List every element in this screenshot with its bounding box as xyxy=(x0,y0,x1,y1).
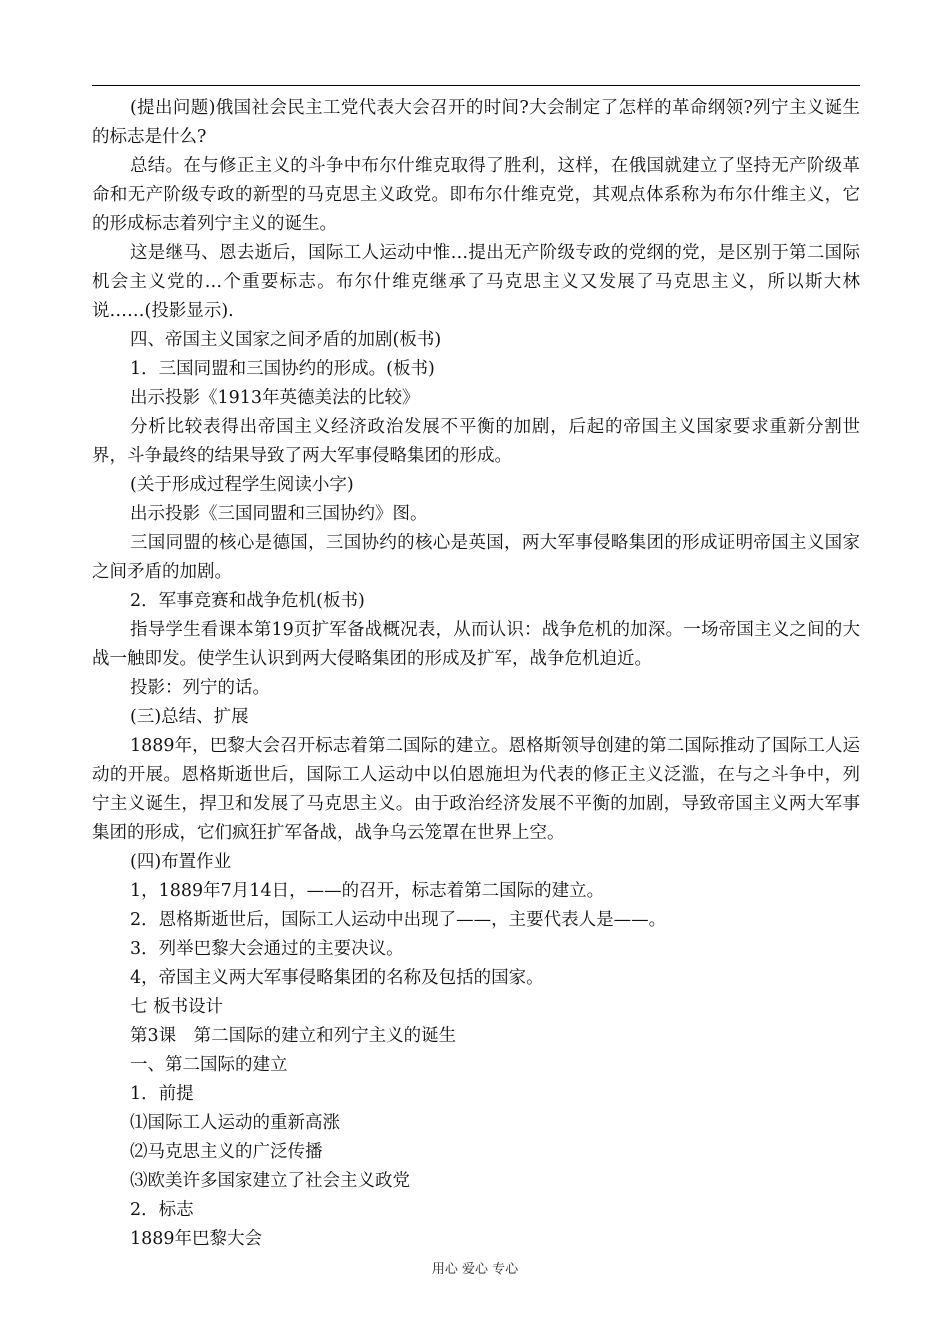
homework-item: 1，1889年7月14日，——的召开，标志着第二国际的建立。 xyxy=(130,881,605,901)
homework-item: 4，帝国主义两大军事侵略集团的名称及包括的国家。 xyxy=(130,968,544,988)
section-heading: (三)总结、扩展 xyxy=(130,707,249,727)
section-heading: 七 板书设计 xyxy=(130,997,224,1017)
paragraph: 这是继马、恩去逝后，国际工人运动中惟…提出无产阶级专政的党纲的党，是区别于第二国际机会主义党的…个重要标志。布尔什维克继承了马克思主义又发展了马克思主义，所以斯大林说……(投影显示). xyxy=(92,243,860,321)
outline-item: ⑶欧美许多国家建立了社会主义政党 xyxy=(130,1171,410,1191)
outline-item: 1889年巴黎大会 xyxy=(130,1229,263,1249)
paragraph: (关于形成过程学生阅读小字) xyxy=(130,475,354,495)
section-heading: (四)布置作业 xyxy=(130,852,232,872)
paragraph: 分析比较表得出帝国主义经济政治发展不平衡的加剧，后起的帝国主义国家要求重新分割世界，斗争最终的结果导致了两大军事侵略集团的形成。 xyxy=(92,417,860,466)
homework-item: 3．列举巴黎大会通过的主要决议。 xyxy=(130,939,404,959)
paragraph: 出示投影《三国同盟和三国协约》图。 xyxy=(130,504,428,524)
document-body xyxy=(92,94,860,1254)
paragraph: 总结。在与修正主义的斗争中布尔什维克取得了胜利，这样，在俄国就建立了坚持无产阶级革命和无产阶级专政的新型的马克思主义政党。即布尔什维克党，其观点体系称为布尔什维主义，它的形成标志着列宁主义的诞生。 xyxy=(92,156,860,234)
page-footer: 用心 爱心 专心 xyxy=(431,1262,519,1277)
paragraph: 指导学生看课本第19页扩军备战概况表，从而认识：战争危机的加深。一场帝国主义之间的大战一触即发。使学生认识到两大侵略集团的形成及扩军，战争危机迫近。 xyxy=(92,620,860,669)
paragraph: 1889年，巴黎大会召开标志着第二国际的建立。恩格斯领导创建的第二国际推动了国际工人运动的开展。恩格斯逝世后，国际工人运动中以伯恩施坦为代表的修正主义泛滥，在与之斗争中，列宁主义诞生，捍卫和发展了马克思主义。由于政治经济发展不平衡的加剧，导致帝国主义两大军事集团的形成，它们疯狂扩军备战，战争乌云笼罩在世界上空。 xyxy=(92,736,860,843)
paragraph: 出示投影《1913年英德美法的比较》 xyxy=(130,388,420,408)
outline-item: 1．前提 xyxy=(130,1084,194,1104)
paragraph: 投影：列宁的话。 xyxy=(130,678,270,698)
outline-item: ⑴国际工人运动的重新高涨 xyxy=(130,1113,340,1133)
paragraph: 三国同盟的核心是德国，三国协约的核心是英国，两大军事侵略集团的形成证明帝国主义国家之间矛盾的加剧。 xyxy=(92,533,860,582)
paragraph: (提出问题)俄国社会民主工党代表大会召开的时间?大会制定了怎样的革命纲领?列宁主义诞生的标志是什么? xyxy=(92,98,860,147)
subsection-heading: 2．军事竞赛和战争危机(板书) xyxy=(130,591,365,611)
homework-item: 2．恩格斯逝世后，国际工人运动中出现了——，主要代表人是——。 xyxy=(130,910,667,930)
subsection-heading: 1．三国同盟和三国协约的形成。(板书) xyxy=(130,359,435,379)
outline-item: 2．标志 xyxy=(130,1200,194,1220)
outline-item: ⑵马克思主义的广泛传播 xyxy=(130,1142,323,1162)
section-heading: 四、帝国主义国家之间矛盾的加剧(板书) xyxy=(130,330,442,350)
lesson-title: 第3课 第二国际的建立和列宁主义的诞生 xyxy=(130,1026,457,1046)
outline-item: 一、第二国际的建立 xyxy=(130,1055,288,1075)
header-rule xyxy=(92,85,860,86)
